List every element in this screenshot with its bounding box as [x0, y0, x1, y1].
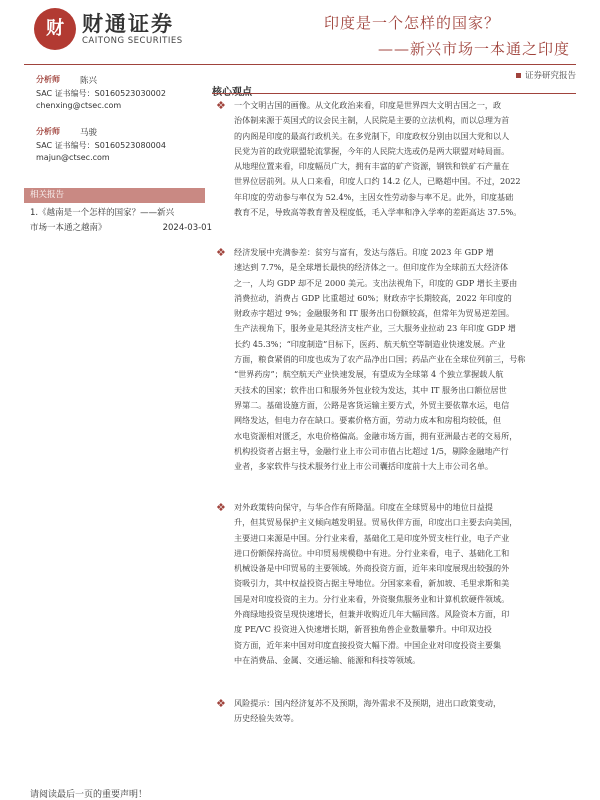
paragraph-line: 生产法视角下，服务业是其经济支柱产业，三大服务业拉动 23 年印度 GDP 增 — [234, 323, 516, 334]
diamond-bullet-icon: ❖ — [216, 697, 226, 710]
paragraph-line: 风险提示：国内经济复苏不及预期，海外需求不及预期，进出口政策变动， — [234, 698, 502, 708]
diamond-bullet-icon: ❖ — [216, 246, 226, 259]
analyst-cert: SAC 证书编号：S0160523030002 — [36, 89, 166, 98]
analyst-name: 陈兴 — [80, 76, 98, 86]
report-type-text: 证券研究报告 — [524, 71, 576, 81]
square-bullet-icon — [516, 73, 521, 78]
paragraph-line: 主要进口来源是中国。分行业来看，基础化工是印度外贸支柱行业，电子产业 — [234, 532, 510, 543]
paragraph-line: 升，但其贸易保护主义倾向越发明显。贸易伙伴方面，印度出口主要去向美国， — [234, 517, 518, 528]
analyst-name: 马骏 — [80, 128, 98, 138]
paragraph-line: 一个文明古国的画像。从文化政治来看，印度是世界四大文明古国之一，政 — [234, 100, 502, 110]
paragraph-line: 治体制来源于英国式的议会民主制，人民院是主要的立法机构，而以总理为首 — [234, 115, 510, 126]
paragraph-line: 从地理位置来看，印度幅员广大，拥有丰富的矿产资源，钢铁和铁矿石产量在 — [234, 161, 510, 172]
paragraph-line: 资方面，近年来中国对印度直接投资大幅下滑。中国企业对印度投资主要集 — [234, 639, 502, 650]
paragraph-line: 资吸引力，其中权益投资占据主导地位。分国家来看，新加坡、毛里求斯和美 — [234, 578, 510, 589]
summary-paragraph — [212, 98, 578, 220]
brand-name-cn: 财通证券 — [82, 12, 174, 36]
analyst-role: 分析师 — [36, 75, 60, 84]
analyst-cert: SAC 证书编号：S0160523080004 — [36, 141, 166, 150]
paragraph-line: “世界药房”；航空航天产业快速发展，有望成为全球第 4 个独立掌握载人航 — [234, 369, 504, 380]
paragraph-line: 经济发展中充满参差：贫穷与富有，发达与落后。印度 2023 年 GDP 增 — [234, 247, 494, 257]
related-reports-heading: 相关报告 — [24, 188, 205, 203]
analyst-sidebar — [30, 74, 205, 178]
paragraph-line: 外商绿地投资呈现快速增长，但兼并收购近几年大幅回落。风险资本方面，印 — [234, 609, 510, 620]
diamond-bullet-icon: ❖ — [216, 501, 226, 514]
paragraph-line: 方面，粮食紧俏的印度也成为了农产品净出口国；药品产业在全球位列前三，号称 — [234, 354, 526, 365]
header-divider — [24, 64, 576, 65]
analyst-role: 分析师 — [36, 127, 60, 136]
core-views-heading — [212, 80, 576, 94]
paragraph-line: 之一，人均 GDP 却不足 2000 美元。支出法视角下，印度的 GDP 增长主要由 — [234, 277, 518, 288]
paragraph-line: 网络发达，但电力存在缺口。要素价格方面，劳动力成本和房租均较低，但 — [234, 415, 502, 426]
related-report-title-line2: 市场一本通之越南》 — [30, 223, 107, 233]
diamond-bullet-icon: ❖ — [216, 99, 226, 112]
analyst-card — [30, 126, 205, 178]
related-report-title-line1: 1.《越南是一个怎样的国家？——新兴 — [30, 208, 175, 218]
summary-paragraph — [212, 245, 578, 474]
paragraph-line: 消费拉动，消费占 GDP 比重超过 60%；财政赤字长期较高，2022 年印度的 — [234, 292, 512, 303]
brand-name-en: CAITONG SECURITIES — [82, 36, 183, 46]
related-report-date: 2024-03-01 — [162, 223, 212, 233]
paragraph-line: 世界位居前列。从人口来看，印度人口约 14.2 亿人，已略超中国。不过，2022 — [234, 176, 521, 187]
summary-paragraph — [212, 696, 578, 727]
paragraph-line: 的内阁是印度的最高行政机关。在多党制下，印度政权分别由以国大党和以人 — [234, 130, 510, 141]
paragraph-line: 长约 45.3%；“印度制造”目标下，医药、航天航空等制造业快速发展。产业 — [234, 338, 506, 349]
analyst-email[interactable]: majun@ctsec.com — [36, 153, 110, 162]
paragraph-line: 对外政策转向保守，与华合作有所降温。印度在全球贸易中的地位日益提 — [234, 502, 494, 512]
paragraph-line: 国是对印度投资的主力。分行业来看，外资聚焦服务业和计算机软硬件领域。 — [234, 593, 510, 604]
paragraph-line: 速达到 7.7%，是全球增长最快的经济体之一。但印度作为全球前五大经济体 — [234, 262, 509, 273]
report-subtitle: ——新兴市场一本通之印度 — [377, 40, 570, 58]
report-title: 印度是一个怎样的国家？ — [323, 14, 500, 32]
related-report-link[interactable] — [30, 206, 220, 236]
paragraph-line: 财政赤字超过 9%；金融服务和 IT 服务出口份额较高，但常年为贸易逆差国。 — [234, 308, 515, 319]
logo-mark-icon: 财 — [34, 8, 76, 50]
paragraph-line: 天技术的国家；软件出口和服务外包业较为发达，其中 IT 服务出口额位居世 — [234, 384, 507, 395]
analyst-card — [30, 74, 205, 126]
paragraph-line: 机构投资者占据主导，金融行业上市公司市值占比超过 1/5，剔除金融地产行 — [234, 445, 509, 456]
analyst-email[interactable]: chenxing@ctsec.com — [36, 101, 122, 110]
paragraph-line: 中在消费品、金属、交通运输、能源和科技等领域。 — [234, 654, 421, 665]
paragraph-line: 界第二。基础设施方面，公路是客货运输主要方式，外贸主要依靠水运，电信 — [234, 399, 510, 410]
paragraph-line: 民党为首的政党联盟轮流掌握，今年的人民院大选或仍是两大联盟对峙局面。 — [234, 145, 510, 156]
caitong-logo — [34, 8, 184, 52]
paragraph-line: 度 PE/VC 投资进入快速增长期，新晋独角兽企业数量攀升。中印双边投 — [234, 624, 492, 635]
paragraph-line: 业者，多家软件与技术服务行业上市公司囊括印度前十大上市公司名单。 — [234, 461, 494, 472]
paragraph-line: 水电资源相对匮乏，水电价格偏高。金融市场方面，拥有亚洲最古老的交易所， — [234, 430, 518, 441]
disclaimer-note: 请阅读最后一页的重要声明！ — [30, 790, 148, 800]
core-views-divider — [212, 93, 576, 94]
paragraph-line: 教育不足，导致高等教育普及程度低，毛入学率和净入学率的差距高达 37.5%。 — [234, 207, 522, 218]
paragraph-line: 进口份额保持高位。中印贸易规模稳中有进。分行业来看，电子、基础化工和 — [234, 547, 510, 558]
summary-paragraph — [212, 500, 578, 668]
paragraph-line: 历史经验失效等。 — [234, 713, 299, 724]
paragraph-line: 机械设备是中印贸易的主要领域。外商投资方面，近年来印度展现出较强的外 — [234, 563, 510, 574]
paragraph-line: 年印度的劳动参与率仅为 52.4%，主因女性劳动参与率不足。此外，印度基础 — [234, 191, 514, 202]
